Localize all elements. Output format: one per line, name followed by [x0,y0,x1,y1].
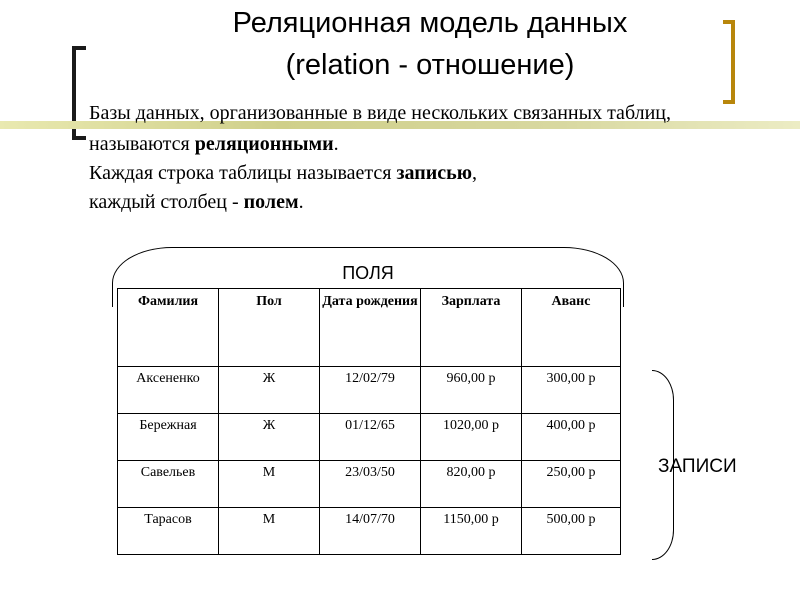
header-birth-date: Дата рождения [320,289,421,367]
slide-subtitle: (relation - отношение) [285,49,575,81]
table-header-row [118,289,621,367]
cell-surname: Аксененко [118,367,219,414]
cell-surname: Савельев [118,461,219,508]
definition-line-4-prefix: каждый столбец - [89,191,244,213]
records-label: ЗАПИСИ [658,456,737,477]
definition-line-3 [89,161,477,185]
cell-salary: 960,00 р [421,367,522,414]
definition-line-2 [89,132,339,156]
cell-gender: М [219,508,320,555]
cell-advance: 400,00 р [522,414,621,461]
cell-surname: Бережная [118,414,219,461]
cell-gender: Ж [219,414,320,461]
cell-salary: 1150,00 р [421,508,522,555]
cell-surname: Тарасов [118,508,219,555]
definition-line-3-prefix: Каждая строка таблицы называется [89,162,397,184]
table-row [118,461,621,508]
term-record: записью [396,162,473,184]
definition-line-2-prefix: называются [89,133,195,155]
header-surname: Фамилия [118,289,219,367]
cell-birth-date: 01/12/65 [320,414,421,461]
right-bracket-decoration [723,20,735,104]
definition-line-4-suffix: . [298,191,304,213]
cell-advance: 250,00 р [522,461,621,508]
cell-advance: 300,00 р [522,367,621,414]
definition-line-3-suffix: , [472,162,478,184]
table-row [118,508,621,555]
header-salary: Зарплата [421,289,522,367]
cell-birth-date: 12/02/79 [320,367,421,414]
header-gender: Пол [219,289,320,367]
cell-birth-date: 14/07/70 [320,508,421,555]
definition-line-4 [89,190,304,214]
definition-line-2-suffix: . [333,133,339,155]
definition-line-1: Базы данных, организованные в виде нескольких связанных таблиц, [89,102,672,124]
cell-salary: 1020,00 р [421,414,522,461]
cell-gender: М [219,461,320,508]
table-row [118,414,621,461]
slide-title: Реляционная модель данных [232,7,628,39]
fields-label: ПОЛЯ [342,263,394,283]
table-row [118,367,621,414]
cell-birth-date: 23/03/50 [320,461,421,508]
term-relational: реляционными [194,133,334,155]
cell-advance: 500,00 р [522,508,621,555]
header-advance: Аванс [522,289,621,367]
cell-salary: 820,00 р [421,461,522,508]
employee-table [117,288,621,555]
term-field: полем [243,191,299,213]
cell-gender: Ж [219,367,320,414]
